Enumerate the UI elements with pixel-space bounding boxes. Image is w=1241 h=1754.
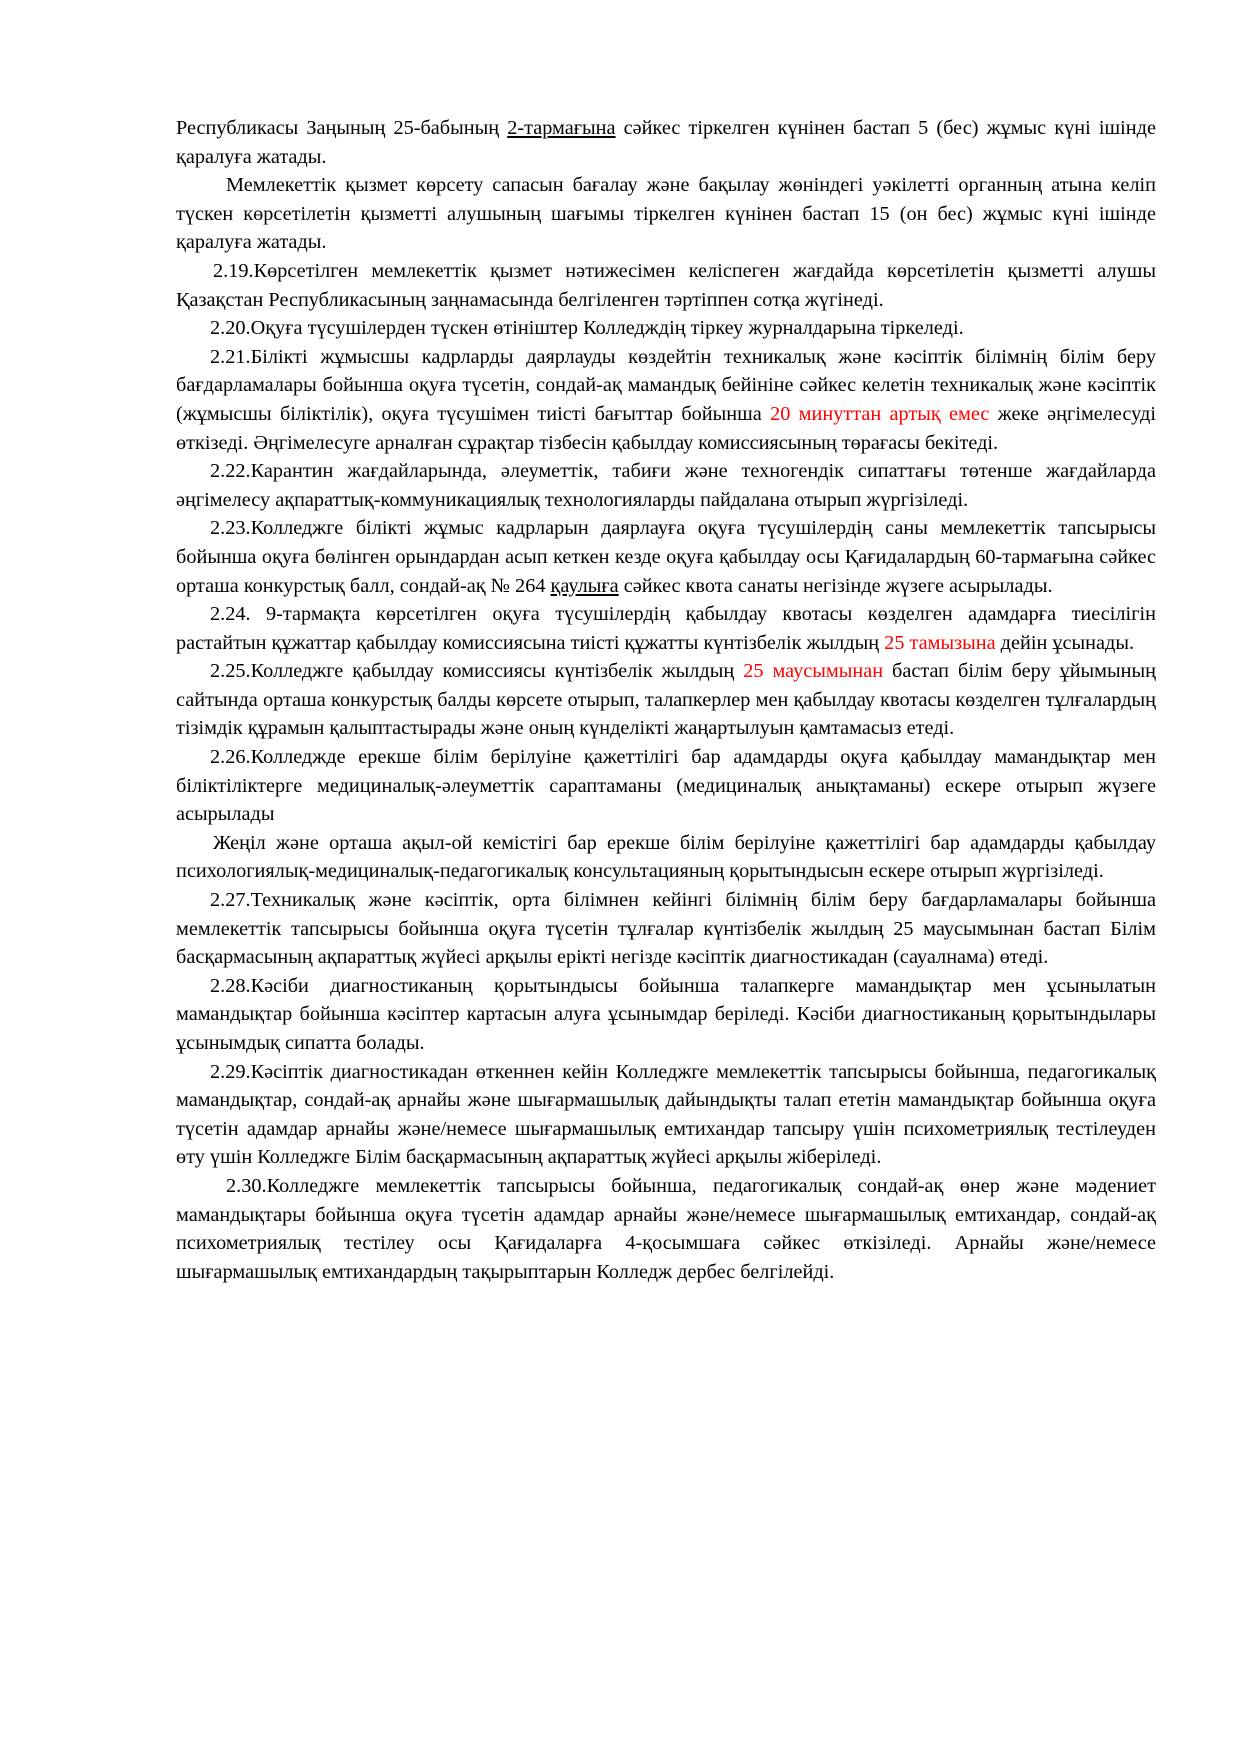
text-run: сәйкес квота санаты негізінде жүзеге асырылады. bbox=[618, 574, 1053, 597]
paragraph-law-reference bbox=[176, 114, 1156, 171]
paragraph-2-19: 2.19.Көрсетілген мемлекеттік қызмет нәтижесімен келіспеген жағдайда көрсетілетін қызметті алушы Қазақстан Республикасының заңнамасында белгіленген тәртіппен сотқа жүгінеді. bbox=[176, 259, 1156, 311]
text-run: жеке әңгімелесуді өткізеді. Әңгімелесуге арналған сұрақтар тізбесін қабылдау комиссиясының төрағасы бекітеді. bbox=[176, 402, 1156, 454]
highlight-interview-duration: 20 минуттан артық емес bbox=[770, 402, 990, 425]
text-run: дейін ұсынады. bbox=[995, 631, 1135, 654]
text-run: 2.23.Колледжге білікті жұмыс кадрларын даярлауға оқуға түсушілердің саны мемлекеттік тапсырысы бойынша оқуға бөлінген орындардан асып кеткен кезде оқуға қабылдау осы Қағидалардың 60-тармағына сәйкес орташа конкурстық балл, сондай-ақ № 264 bbox=[176, 517, 1156, 597]
paragraph-2-22: 2.22.Карантин жағдайларында, әлеуметтік, табиғи және техногендік сипаттағы төтенше жағдайларда әңгімелесу ақпараттық-коммуникациялық технологияларды пайдалана отырып жүргізіледі. bbox=[176, 460, 1156, 511]
paragraph-2-20: 2.20.Оқуға түсушілерден түскен өтініштер Колледждің тіркеу журналдарына тіркеледі. bbox=[210, 317, 964, 340]
document-page bbox=[176, 114, 1156, 1286]
text-run: бастап білім беру ұйымының сайтында орташа конкурстық балды көрсете отырып, талапкерлер мен қабылдау квотасы көзделген тұлғалардың тізімдік құрамын қалыптастырады және оның күнделікті жаңартылуын қамтамасыз етеді. bbox=[176, 660, 1156, 740]
paragraph-special-needs: Жеңіл және орташа ақыл-ой кемістігі бар ерекше білім берілуіне қажеттілігі бар адамдарды қабылдау психологиялық-медициналық-педагогикалық консультацияның қорытындысын ескере отырып жүргізіледі. bbox=[176, 831, 1156, 883]
text-run: 2.21.Білікті жұмысшы кадрларды даярлауды көздейтін техникалық және кәсіптік білімнің білім беру бағдарламалары бойынша оқуға түсетін, сондай-ақ мамандық бейініне сәйкес келетін техникалық және кәсіптік (жұмысшы біліктілік), оқуға түсушімен тиісті бағыттар бойынша bbox=[176, 345, 1156, 425]
resolution-link[interactable]: қаулыға bbox=[550, 574, 619, 597]
highlight-august-deadline: 25 тамызына bbox=[884, 631, 996, 654]
text-run: сәйкес тіркелген күнінен бастап 5 (бес) жұмыс күні ішінде қаралуға жатады. bbox=[176, 117, 1156, 168]
paragraph-2-26: 2.26.Колледжде ерекше білім берілуіне қажеттілігі бар адамдарды оқуға қабылдау мамандықтар мен біліктіліктерге медициналық-әлеуметтік сараптаманы (медициналық анықтаманы) ескере отырып жүзеге асырылады bbox=[176, 746, 1156, 826]
paragraph-2-24 bbox=[176, 600, 1156, 657]
paragraph-2-27: 2.27.Техникалық және кәсіптік, орта білімнен кейінгі білімнің білім беру бағдарламалары бойынша мемлекеттік тапсырысы бойынша оқуға түсетін тұлғалар күнтізбелік жылдың 25 маусымынан бастап Білім басқармасының ақпараттық жүйесі арқылы ерікті негізде кәсіптік диагностикадан (сауалнама) өтеді. bbox=[176, 889, 1156, 969]
text-run: 2.24. 9-тармақта көрсетілген оқуға түсушілердің қабылдау квотасы көзделген адамдарға тиесілігін растайтын құжаттар қабылдау комиссиясына тиісті құжатты күнтізбелік жылдың bbox=[176, 603, 1156, 654]
paragraph-2-28: 2.28.Кәсіби диагностиканың қорытындысы бойынша талапкерге мамандықтар мен ұсынылатын мамандықтар бойынша кәсіптер картасын алуға ұсынымдар беріледі. Кәсіби диагностиканың қорытындылары ұсынымдық сипатта болады. bbox=[176, 974, 1156, 1054]
text-run: Республикасы Заңының 25-бабының bbox=[176, 117, 508, 139]
text-run: 2.25.Колледжге қабылдау комиссиясы күнтізбелік жылдың bbox=[210, 660, 744, 683]
paragraph-complaint-review: Мемлекеттік қызмет көрсету сапасын бағалау және бақылау жөніндегі уәкілетті органның атына келіп түскен көрсетілетін қызметті алушының шағымы тіркелген күнінен бастап 15 (он бес) жұмыс күні ішінде қаралуға жатады. bbox=[176, 174, 1156, 254]
law-article-link[interactable]: 2-тармағына bbox=[507, 117, 616, 139]
paragraph-2-21 bbox=[176, 343, 1156, 457]
paragraph-2-23 bbox=[176, 514, 1156, 600]
paragraph-2-29: 2.29.Кәсіптік диагностикадан өткеннен кейін Колледжге мемлекеттік тапсырысы бойынша, педагогикалық мамандықтар, сондай-ақ арнайы және шығармашылық дайындықты талап ететін мамандықтар бойынша оқуға түсетін адамдар арнайы және/немесе шығармашылық емтихандар тапсыру үшін психометриялық тестілеуден өту үшін Колледжге Білім басқармасының ақпараттық жүйесі арқылы жіберіледі. bbox=[176, 1060, 1156, 1169]
paragraph-2-25 bbox=[176, 657, 1156, 743]
paragraph-2-30: 2.30.Колледжге мемлекеттік тапсырысы бойынша, педагогикалық сондай-ақ өнер және мәдениет мамандықтары бойынша оқуға түсетін адамдар арнайы және/немесе шығармашылық емтихандар, сондай-ақ психометриялық тестілеу осы Қағидаларға 4-қосымшаға сәйкес өткізіледі. Арнайы және/немесе шығармашылық емтихандардың тақырыптарын Колледж дербес белгілейді. bbox=[176, 1174, 1156, 1283]
highlight-june-start: 25 маусымынан bbox=[743, 660, 884, 683]
